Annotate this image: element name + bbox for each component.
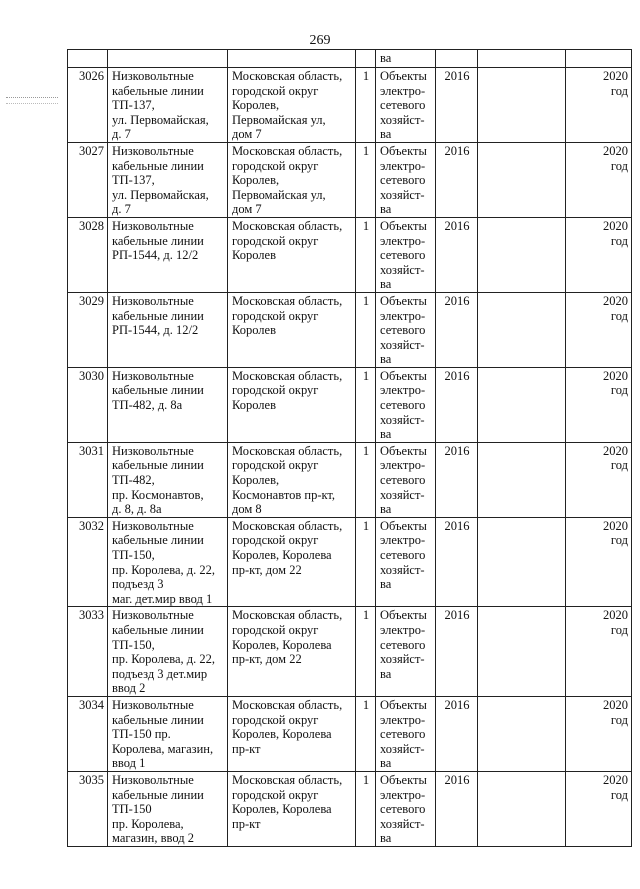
- cell-name: Низковольтные кабельные линии ТП-482, пр. Космонавтов, д. 8, д. 8а: [108, 442, 228, 517]
- table-row: [68, 607, 632, 697]
- cell-year-done: 2020 год: [566, 442, 632, 517]
- cell-year-built: 2016: [436, 517, 478, 607]
- cell-qty: 1: [356, 142, 376, 217]
- cell-category: Объекты электро- сетевого хозяйст- ва: [376, 142, 436, 217]
- cell-category: Объекты электро- сетевого хозяйст- ва: [376, 696, 436, 771]
- cell-blank: [478, 367, 566, 442]
- cell-qty: 1: [356, 517, 376, 607]
- cell-blank: [478, 696, 566, 771]
- cell-number: 3026: [68, 68, 108, 143]
- page-number: 269: [309, 33, 331, 48]
- cell-year-done: 2020 год: [566, 517, 632, 607]
- cell-address: Московская область, городской округ Королев, Королева пр-кт, дом 22: [228, 607, 356, 697]
- cell-number: 3028: [68, 217, 108, 292]
- cell-name: Низковольтные кабельные линии РП-1544, д. 12/2: [108, 292, 228, 367]
- cell-qty: 1: [356, 68, 376, 143]
- cell-category: Объекты электро- сетевого хозяйст- ва: [376, 217, 436, 292]
- cell-name: Низковольтные кабельные линии ТП-150, пр. Королева, д. 22, подъезд 3 дет.мир ввод 2: [108, 607, 228, 697]
- cell-qty: 1: [356, 442, 376, 517]
- cell-number: 3030: [68, 367, 108, 442]
- table-row: [68, 142, 632, 217]
- cell-category: ва: [376, 50, 436, 68]
- cell-qty: 1: [356, 696, 376, 771]
- cell-qty: 1: [356, 217, 376, 292]
- cell-year-built: 2016: [436, 607, 478, 697]
- cell-year-built: 2016: [436, 142, 478, 217]
- cell-address: Московская область, городской округ Королев: [228, 292, 356, 367]
- cell-blank: [478, 607, 566, 697]
- cell-qty: 1: [356, 367, 376, 442]
- cell-name: Низковольтные кабельные линии ТП-137, ул. Первомайская, д. 7: [108, 68, 228, 143]
- cell-category: Объекты электро- сетевого хозяйст- ва: [376, 771, 436, 846]
- cell-year-built: 2016: [436, 367, 478, 442]
- cell-year-built: 2016: [436, 217, 478, 292]
- table-row: [68, 367, 632, 442]
- cell-number: 3034: [68, 696, 108, 771]
- cell-name: Низковольтные кабельные линии РП-1544, д. 12/2: [108, 217, 228, 292]
- cell-year-done: 2020 год: [566, 771, 632, 846]
- cell-year-done: 2020 год: [566, 217, 632, 292]
- cell-category: Объекты электро- сетевого хозяйст- ва: [376, 292, 436, 367]
- cell-blank: [478, 442, 566, 517]
- cell-qty: 1: [356, 292, 376, 367]
- cell-year-done: 2020 год: [566, 292, 632, 367]
- cell-year-done: [566, 50, 632, 68]
- cell-address: Московская область, городской округ Королев, Королева пр-кт: [228, 771, 356, 846]
- table-row: [68, 696, 632, 771]
- cell-address: Московская область, городской округ Королев: [228, 217, 356, 292]
- cell-blank: [478, 217, 566, 292]
- table-row: [68, 517, 632, 607]
- table-row: [68, 771, 632, 846]
- cell-year-done: 2020 год: [566, 142, 632, 217]
- cell-address: Московская область, городской округ Королев, Королева пр-кт: [228, 696, 356, 771]
- cell-name: [108, 50, 228, 68]
- cell-name: Низковольтные кабельные линии ТП-137, ул. Первомайская, д. 7: [108, 142, 228, 217]
- cell-address: [228, 50, 356, 68]
- cell-number: 3027: [68, 142, 108, 217]
- cell-name: Низковольтные кабельные линии ТП-150 пр. Королева, магазин, ввод 2: [108, 771, 228, 846]
- cell-year-built: 2016: [436, 771, 478, 846]
- cell-category: Объекты электро- сетевого хозяйст- ва: [376, 442, 436, 517]
- cell-blank: [478, 292, 566, 367]
- cell-number: [68, 50, 108, 68]
- cell-number: 3033: [68, 607, 108, 697]
- registry-table: [67, 49, 632, 847]
- table-row: [68, 292, 632, 367]
- cell-year-done: 2020 год: [566, 696, 632, 771]
- cell-blank: [478, 771, 566, 846]
- cell-address: Московская область, городской округ Королев, Первомайская ул, дом 7: [228, 142, 356, 217]
- cell-blank: [478, 142, 566, 217]
- cell-address: Московская область, городской округ Королев, Королева пр-кт, дом 22: [228, 517, 356, 607]
- cell-address: Московская область, городской округ Королев: [228, 367, 356, 442]
- table-row: [68, 68, 632, 143]
- cell-number: 3035: [68, 771, 108, 846]
- cell-year-done: 2020 год: [566, 607, 632, 697]
- cell-blank: [478, 517, 566, 607]
- cell-category: Объекты электро- сетевого хозяйст- ва: [376, 517, 436, 607]
- cell-qty: 1: [356, 607, 376, 697]
- cell-number: 3029: [68, 292, 108, 367]
- cell-category: Объекты электро- сетевого хозяйст- ва: [376, 367, 436, 442]
- cell-blank: [478, 68, 566, 143]
- cell-category: Объекты электро- сетевого хозяйст- ва: [376, 607, 436, 697]
- table-row-continuation: [68, 50, 632, 68]
- cell-year-done: 2020 год: [566, 367, 632, 442]
- table-row: [68, 442, 632, 517]
- cell-qty: [356, 50, 376, 68]
- cell-year-built: 2016: [436, 696, 478, 771]
- cell-name: Низковольтные кабельные линии ТП-150, пр. Королева, д. 22, подъезд 3 маг. дет.мир ввод 1: [108, 517, 228, 607]
- cell-name: Низковольтные кабельные линии ТП-150 пр. Королева, магазин, ввод 1: [108, 696, 228, 771]
- cell-year-built: 2016: [436, 68, 478, 143]
- cell-year-done: 2020 год: [566, 68, 632, 143]
- cell-number: 3031: [68, 442, 108, 517]
- scan-margin-mark: [6, 97, 58, 104]
- cell-year-built: [436, 50, 478, 68]
- cell-address: Московская область, городской округ Королев, Космонавтов пр-кт, дом 8: [228, 442, 356, 517]
- cell-number: 3032: [68, 517, 108, 607]
- cell-address: Московская область, городской округ Королев, Первомайская ул, дом 7: [228, 68, 356, 143]
- table-row: [68, 217, 632, 292]
- cell-qty: 1: [356, 771, 376, 846]
- cell-category: Объекты электро- сетевого хозяйст- ва: [376, 68, 436, 143]
- cell-year-built: 2016: [436, 292, 478, 367]
- cell-blank: [478, 50, 566, 68]
- cell-name: Низковольтные кабельные линии ТП-482, д. 8а: [108, 367, 228, 442]
- cell-year-built: 2016: [436, 442, 478, 517]
